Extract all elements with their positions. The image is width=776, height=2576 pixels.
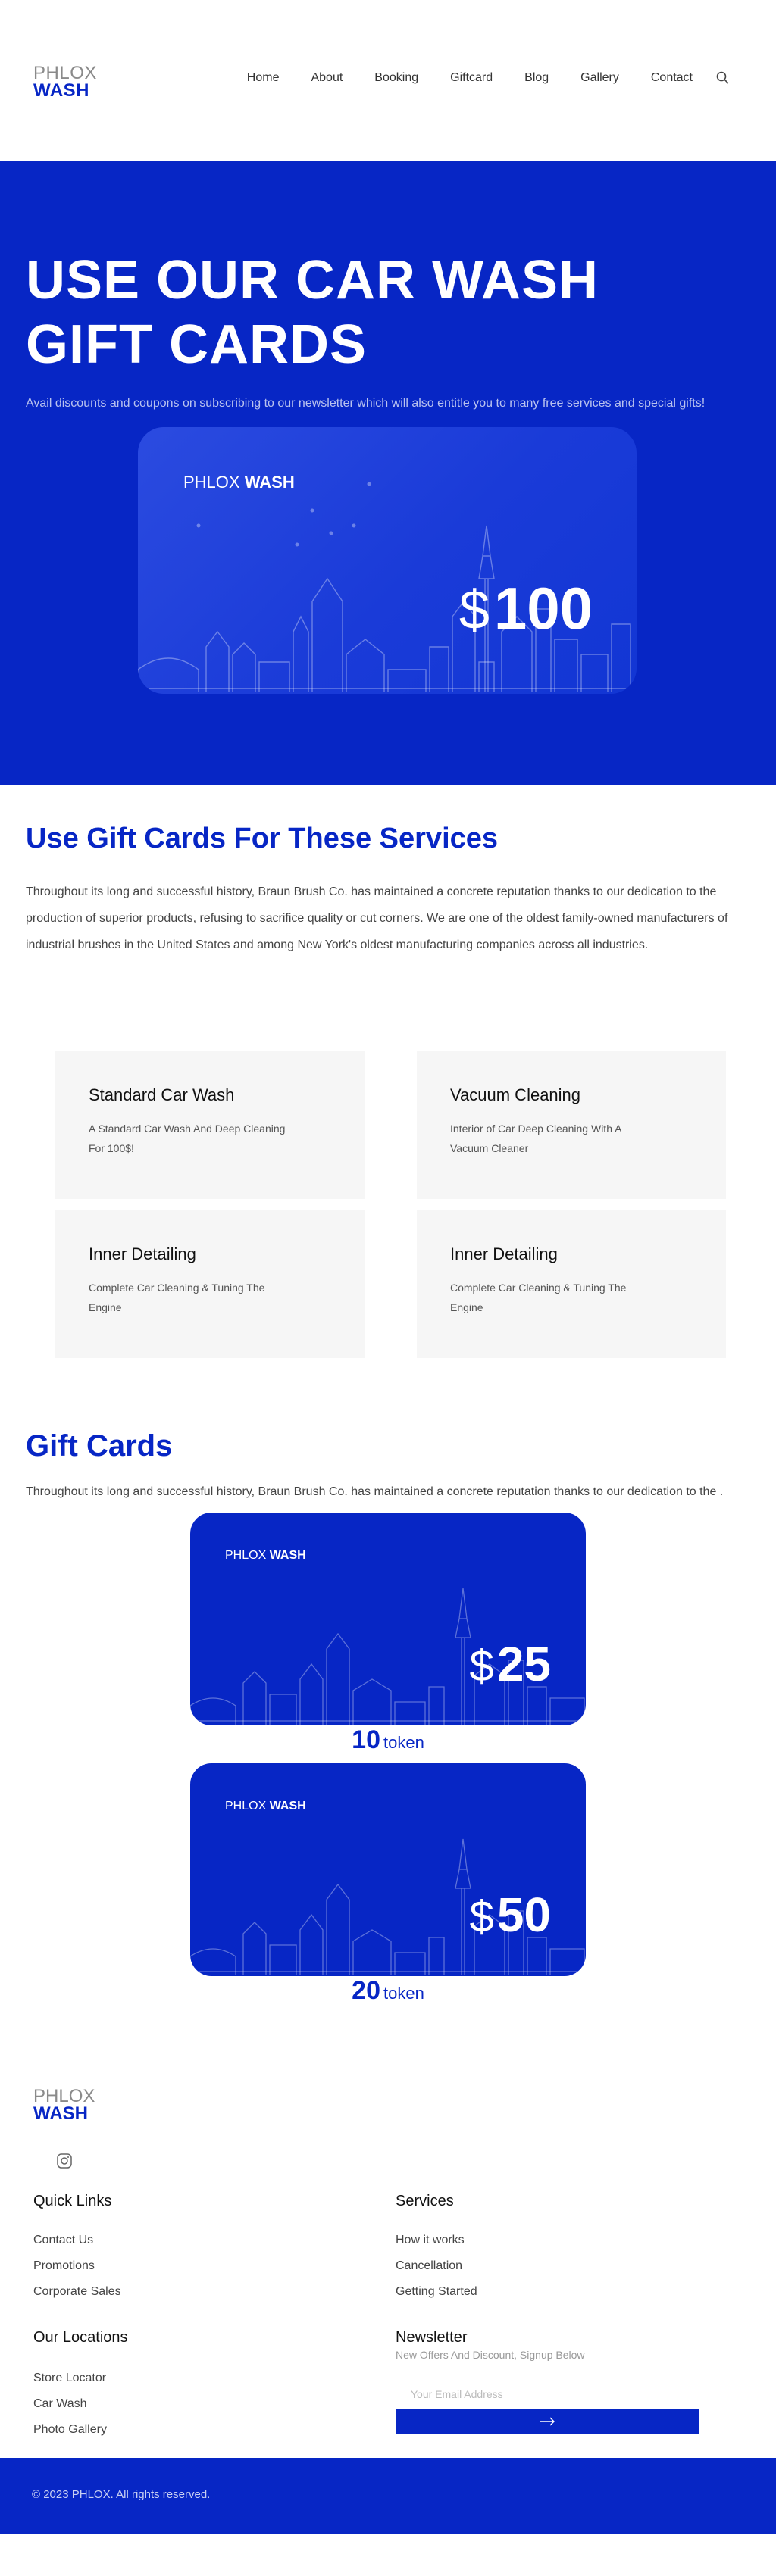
footer-logo[interactable] [33,2088,95,2123]
token-count: 10 token [352,1725,424,1754]
site-footer [0,2088,776,2458]
service-desc: Interior of Car Deep Cleaning With A Vacuum Cleaner [450,1123,621,1154]
city-skyline-illustration [190,1513,586,1725]
service-card[interactable] [55,1210,365,1358]
services-section [0,785,776,1429]
newsletter-title: Newsletter [396,2329,468,2346]
newsletter-email-input[interactable] [396,2382,623,2406]
service-card[interactable] [417,1051,726,1199]
link-how-it-works[interactable]: How it works [396,2234,465,2247]
services-text: Throughout its long and successful history, Braun Brush Co. has maintained a concrete reputation thanks to our dedication to the production of superior products, refusing to sacrifice quality or cut corners. We are one of the oldest family-owned manufacturers of industrial brushes in the United States and among New York's oldest manufacturing companies across all industries. [26,885,728,951]
service-title: Standard Car Wash [89,1085,235,1104]
link-photo-gallery[interactable]: Photo Gallery [33,2423,107,2436]
card-logo: PHLOX WASH [225,1549,306,1562]
service-card[interactable] [417,1210,726,1358]
nav-booking[interactable]: Booking [374,71,419,84]
city-skyline-illustration [190,1763,586,1976]
search-icon[interactable] [715,70,731,86]
service-title: Inner Detailing [450,1244,558,1263]
nav-about[interactable]: About [311,71,343,84]
token-count: 20 token [352,1976,424,2005]
service-desc: Complete Car Cleaning & Tuning The Engine [89,1282,265,1313]
link-store-locator[interactable]: Store Locator [33,2371,107,2384]
gift-card-25[interactable] [190,1513,586,1725]
service-desc: A Standard Car Wash And Deep Cleaning For 100$! [89,1123,286,1154]
service-desc: Complete Car Cleaning & Tuning The Engine [450,1282,627,1313]
link-contact-us[interactable]: Contact Us [33,2234,94,2247]
instagram-icon[interactable] [56,2153,73,2169]
hero-subtitle: Avail discounts and coupons on subscribing to our newsletter which will also entitle you to many free services and special gifts! [26,397,706,410]
nav-blog[interactable]: Blog [524,71,549,84]
service-title: Inner Detailing [89,1244,196,1263]
hero-gift-card [138,427,637,694]
link-corporate-sales[interactable]: Corporate Sales [33,2285,121,2298]
link-promotions[interactable]: Promotions [33,2259,95,2272]
services-title: Use Gift Cards For These Services [26,823,499,854]
arrow-right-icon [539,2417,555,2426]
link-car-wash[interactable]: Car Wash [33,2397,87,2410]
quick-links-title: Quick Links [33,2193,112,2209]
service-title: Vacuum Cleaning [450,1085,581,1104]
site-header [0,0,776,161]
card-amount: $100 [458,575,593,642]
nav-home[interactable]: Home [246,71,280,84]
link-cancellation[interactable]: Cancellation [396,2259,463,2272]
services-links-title: Services [396,2193,454,2209]
card-logo: PHLOX WASH [183,473,295,492]
copyright-text: © 2023 PHLOX. All rights reserved. [32,2488,211,2501]
nav-contact[interactable]: Contact [650,71,693,84]
city-skyline-illustration [138,427,637,694]
gift-cards-section [0,1429,776,2088]
hero-section [0,161,776,785]
newsletter-desc: New Offers And Discount, Signup Below [396,2349,585,2361]
logo-top-text: PHLOX [33,63,97,83]
gift-cards-text: Throughout its long and successful history, Braun Brush Co. has maintained a concrete reputation thanks to our dedication to the . [26,1485,724,1498]
logo-bottom-text: WASH [33,80,89,101]
card-logo: PHLOX WASH [225,1800,306,1813]
nav-gallery[interactable]: Gallery [580,71,619,84]
gift-card-50[interactable] [190,1763,586,1976]
hero-title: USE OUR CAR WASH GIFT CARDS [26,250,599,375]
newsletter-submit-button[interactable] [396,2409,699,2434]
copyright-bar [0,2458,776,2534]
card-amount: $50 [469,1888,551,1942]
main-nav [215,70,731,86]
site-logo[interactable] [33,65,97,100]
logo-top-text: PHLOX [33,2086,95,2106]
card-amount: $25 [469,1637,551,1691]
link-getting-started[interactable]: Getting Started [396,2285,477,2298]
gift-cards-title: Gift Cards [26,1429,173,1463]
nav-giftcard[interactable]: Giftcard [450,71,493,84]
locations-title: Our Locations [33,2329,128,2346]
logo-bottom-text: WASH [33,2103,88,2124]
service-card[interactable] [55,1051,365,1199]
